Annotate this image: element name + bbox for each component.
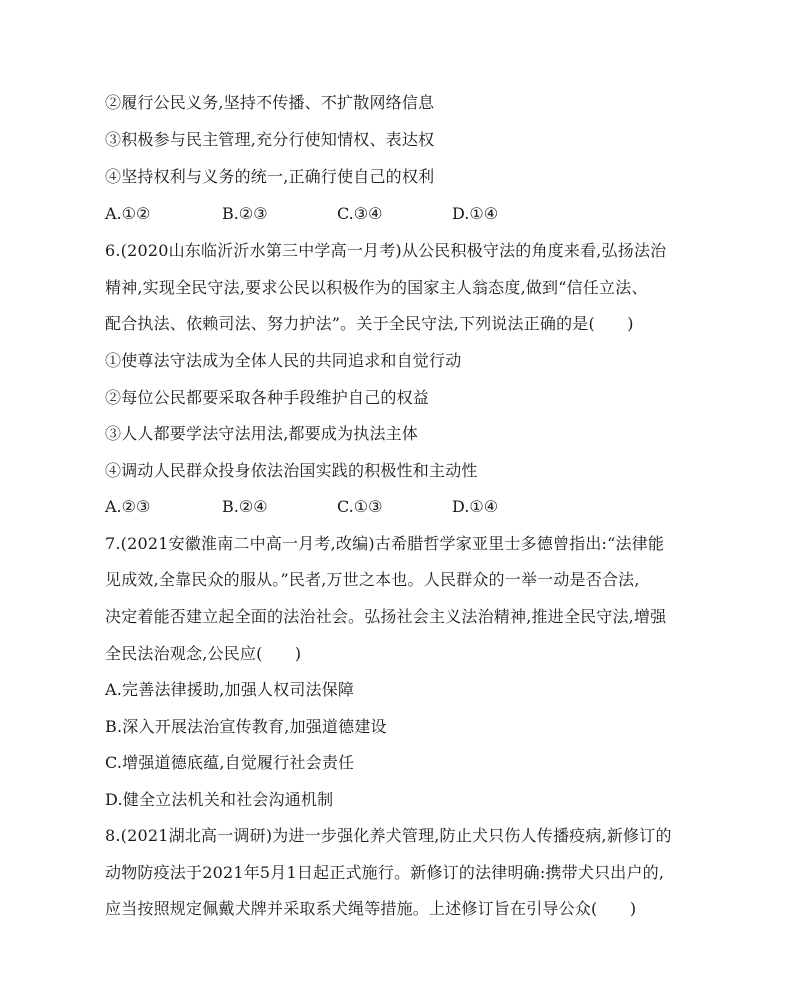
q7-stem-line-3: 决定着能否建立起全面的法治社会。弘扬社会主义法治精神,推进全民守法,增强 [105, 607, 667, 626]
option-d[interactable]: D.①④ [452, 204, 499, 223]
option-c[interactable]: C.③④ [337, 204, 383, 223]
option-b[interactable]: B.②③ [222, 204, 268, 223]
q6-option-a[interactable]: A.②③ [105, 497, 151, 516]
q6-option-d[interactable]: D.①④ [452, 497, 499, 516]
q6-option-c[interactable]: C.①③ [337, 497, 383, 516]
option-a[interactable]: A.①② [105, 204, 151, 223]
statement-2: ②履行公民义务,坚持不传播、不扩散网络信息 [105, 93, 435, 112]
q6-statement-3: ③人人都要学法守法用法,都要成为执法主体 [105, 424, 419, 443]
q6-statement-4: ④调动人民群众投身依法治国实践的积极性和主动性 [105, 461, 478, 480]
q7-stem-line-4: 全民法治观念,公民应( ) [105, 644, 302, 663]
q7-option-d[interactable]: D.健全立法机关和社会沟通机制 [105, 790, 334, 809]
q8-stem-line-3: 应当按照规定佩戴犬牌并采取系犬绳等措施。上述修订旨在引导公众( ) [105, 899, 637, 918]
q6-statement-2: ②每位公民都要采取各种手段维护自己的权益 [105, 388, 430, 407]
q6-stem-line-2: 精神,实现全民守法,要求公民以积极作为的国家主人翁态度,做到“信任立法、 [105, 278, 648, 297]
q6-statement-1: ①使尊法守法成为全体人民的共同追求和自觉行动 [105, 351, 462, 370]
q6-stem-line-3: 配合执法、依赖司法、努力护法”。关于全民守法,下列说法正确的是( ) [105, 314, 634, 333]
q7-option-c[interactable]: C.增强道德底蕴,自觉履行社会责任 [105, 753, 355, 772]
q7-stem-line-2: 见成效,全靠民众的服从。”民者,万世之本也。人民群众的一举一动是否合法, [105, 570, 640, 589]
q7-option-a[interactable]: A.完善法律援助,加强人权司法保障 [105, 680, 355, 699]
statement-4: ④坚持权利与义务的统一,正确行使自己的权利 [105, 167, 435, 186]
q7-option-b[interactable]: B.深入开展法治宣传教育,加强道德建设 [105, 717, 387, 736]
q8-stem-line-2: 动物防疫法于2021年5月1日起正式施行。新修订的法律明确:携带犬只出户的, [105, 863, 665, 882]
q6-option-b[interactable]: B.②④ [222, 497, 268, 516]
statement-3: ③积极参与民主管理,充分行使知情权、表达权 [105, 130, 435, 149]
q7-stem-line-1: 7.(2021安徽淮南二中高一月考,改编)古希腊哲学家亚里士多德曾指出:“法律能 [105, 534, 665, 553]
q8-stem-line-1: 8.(2021湖北高一调研)为进一步强化养犬管理,防止犬只伤人传播疫病,新修订的 [105, 826, 672, 845]
q6-stem-line-1: 6.(2020山东临沂沂水第三中学高一月考)从公民积极守法的角度来看,弘扬法治 [105, 241, 667, 260]
